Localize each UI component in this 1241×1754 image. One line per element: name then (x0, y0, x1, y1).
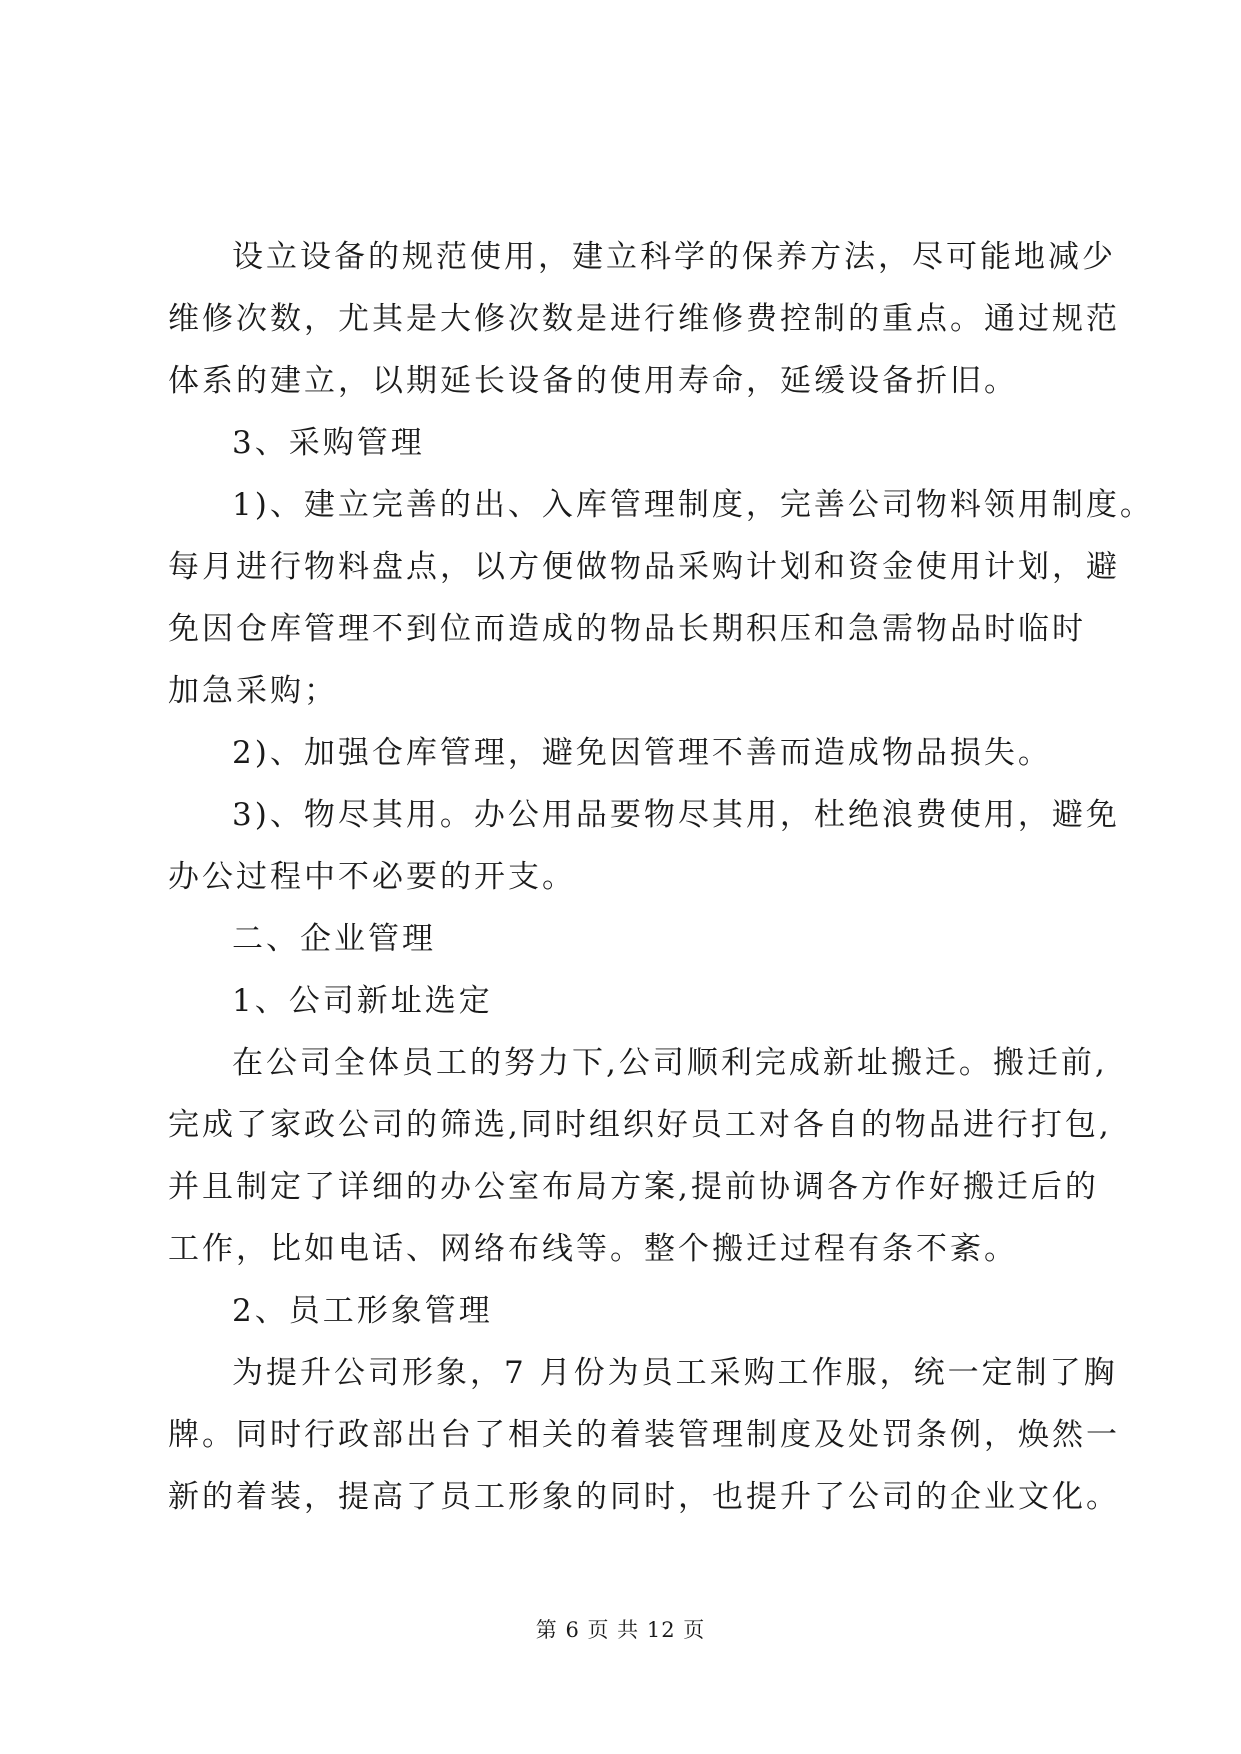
paragraph-line: 维修次数，尤其是大修次数是进行维修费控制的重点。通过规范 (168, 301, 1120, 337)
subsection-heading: 1、公司新址选定 (232, 983, 493, 1019)
paragraph-line: 加急采购； (168, 673, 338, 709)
paragraph-line: 新的着装，提高了员工形象的同时，也提升了公司的企业文化。 (168, 1479, 1120, 1515)
section-heading: 3、采购管理 (232, 425, 425, 461)
paragraph-line: 2)、加强仓库管理，避免因管理不善而造成物品损失。 (232, 735, 1052, 771)
paragraph-line: 为提升公司形象，7 月份为员工采购工作服，统一定制了胸 (232, 1355, 1118, 1391)
paragraph-line: 并且制定了详细的办公室布局方案,提前协调各方作好搬迁后的 (168, 1169, 1099, 1205)
paragraph-line: 牌。同时行政部出台了相关的着装管理制度及处罚条例，焕然一 (168, 1417, 1120, 1453)
paragraph-line: 1)、建立完善的出、入库管理制度，完善公司物料领用制度。 (232, 487, 1154, 523)
page-number-footer: 第 6 页 共 12 页 (535, 1618, 706, 1642)
subsection-heading: 2、员工形象管理 (232, 1293, 493, 1329)
paragraph-line: 每月进行物料盘点，以方便做物品采购计划和资金使用计划，避 (168, 549, 1120, 585)
paragraph-line: 办公过程中不必要的开支。 (168, 859, 576, 895)
paragraph-line: 工作，比如电话、网络布线等。整个搬迁过程有条不紊。 (168, 1231, 1018, 1267)
paragraph-line: 免因仓库管理不到位而造成的物品长期积压和急需物品时临时 (168, 611, 1086, 647)
paragraph-line: 在公司全体员工的努力下,公司顺利完成新址搬迁。搬迁前, (232, 1045, 1108, 1081)
paragraph-line: 完成了家政公司的筛选,同时组织好员工对各自的物品进行打包, (168, 1107, 1112, 1143)
document-body (168, 226, 1154, 1528)
paragraph-line: 体系的建立，以期延长设备的使用寿命，延缓设备折旧。 (168, 363, 1018, 399)
paragraph-line: 设立设备的规范使用，建立科学的保养方法，尽可能地减少 (232, 239, 1116, 275)
section-heading: 二、企业管理 (232, 921, 436, 957)
paragraph-line: 3)、物尽其用。办公用品要物尽其用，杜绝浪费使用，避免 (232, 797, 1120, 833)
